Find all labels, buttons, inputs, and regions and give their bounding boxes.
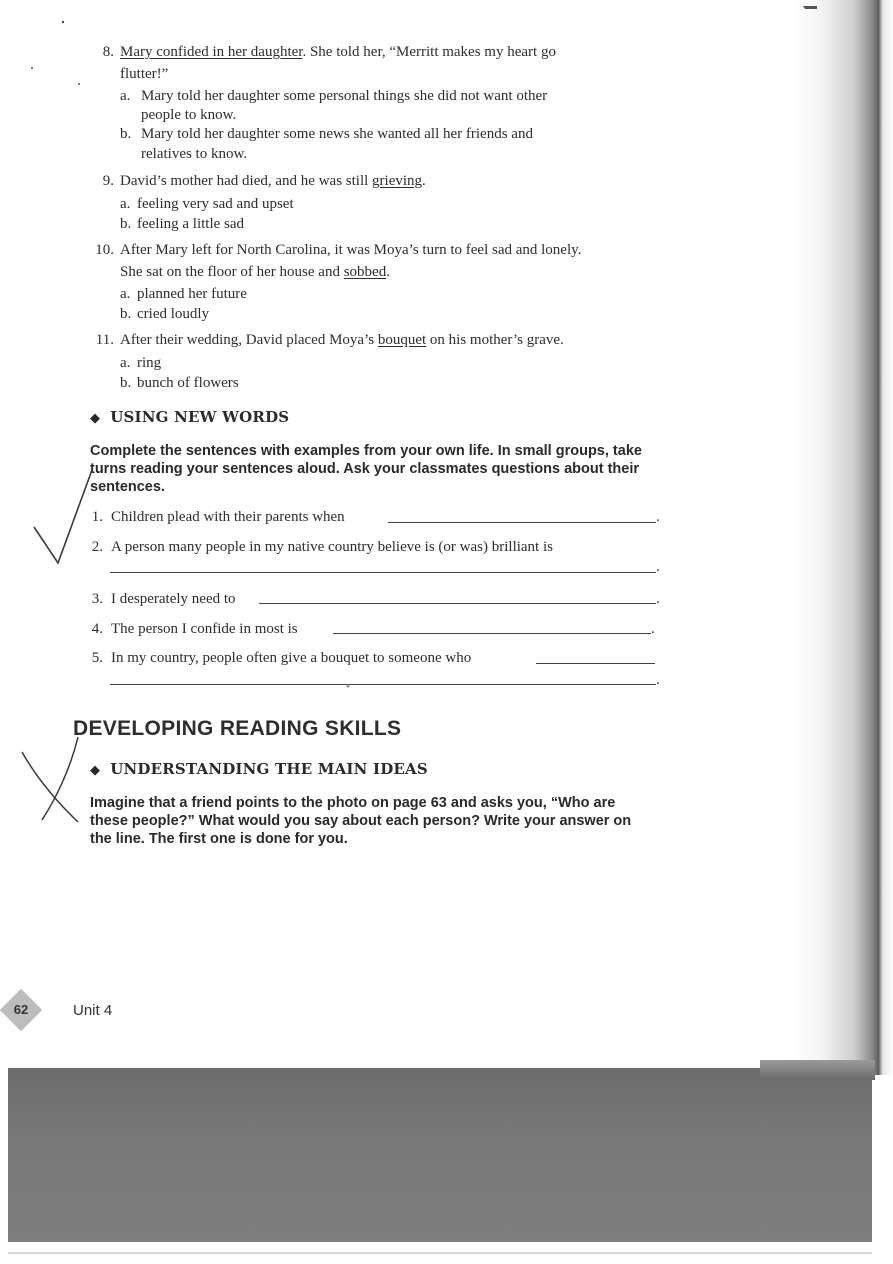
option-letter: a. bbox=[120, 355, 131, 371]
item-number: 4. bbox=[91, 621, 103, 637]
option-text: ring bbox=[137, 355, 162, 371]
sentence-prompt: I desperately need to bbox=[111, 591, 236, 607]
vocab-word: sobbed bbox=[343, 264, 387, 280]
option-text: planned her future bbox=[137, 286, 247, 302]
vocab-word: bouquet bbox=[377, 332, 427, 348]
item-text: David’s mother had died, and he was still grieving. bbox=[120, 173, 426, 189]
item-number: 1. bbox=[91, 509, 103, 525]
item-number: 9. bbox=[102, 173, 114, 189]
item-text: flutter!” bbox=[120, 66, 169, 82]
option-letter: b. bbox=[120, 306, 132, 322]
option-letter: a. bbox=[120, 286, 131, 302]
item-number: 5. bbox=[91, 650, 103, 666]
sentence-prompt: In my country, people often give a bouquet to someone who bbox=[111, 650, 472, 666]
speck-icon bbox=[78, 83, 80, 85]
option-text: people to know. bbox=[141, 107, 237, 123]
textbook-page: 8. Mary confided in her daughter. She told her, “Merritt makes my heart go flutter!” a. Mary told her daughter some personal things she did not want other people to know. b. Mary told her daughter some news she wanted all her friends and relatives to know. 9. David’s mother had died, and he was still grieving. a. feeling very sad and upset b. feeling a little sad 10. After Mary left for North Carolina, it was Moya’s turn to feel sad and lonely. She sat on the floor of her house and sobbed. a. planned her future b. cried loudly 11. After their wedding, David placed Moya’s bouquet on his mother’s grave. a. ring b. bunch of flowers ◆ USING NEW WORDS Complete the sentences with examples from your own life. In small groups, take turns reading your sentences aloud. Ask your classmates questions about their sentences. 1. Children plead with their parents when . 2. A person many people in my native country believe is (or was) brilliant is . 3. I desperately need to . 4. The person I confide in most is . 5. In my country, people often give a bouquet to someone who . DEVELOPING READING SKILLS ◆ UNDERSTANDING THE MAIN IDEAS Imagine that a friend points to the photo on page 63 and asks you, “Who are these people?” What would you say about each person? Write your answer on the line. The first one is done for you. 62 Unit 4 bbox=[0, 0, 893, 1264]
instructions: Imagine that a friend points to the photo on page 63 and asks you, “Who are these people?” What would you say about each person? Write your answer on the line. The first one is done for you. bbox=[90, 795, 632, 847]
checkmark-icon bbox=[34, 470, 92, 563]
option-letter: b. bbox=[120, 216, 132, 232]
option-letter: b. bbox=[120, 126, 132, 142]
sentence-prompt: A person many people in my native country believe is (or was) brilliant is bbox=[111, 539, 553, 555]
diamond-bullet-icon: ◆ bbox=[90, 411, 101, 426]
section-title: DEVELOPING READING SKILLS bbox=[73, 717, 402, 740]
option-letter: a. bbox=[120, 196, 131, 212]
option-text: Mary told her daughter some personal things she did not want other bbox=[141, 88, 548, 104]
section-heading: ◆ USING NEW WORDS bbox=[90, 408, 290, 426]
option-text: relatives to know. bbox=[141, 146, 248, 162]
speck-icon bbox=[346, 684, 349, 687]
speck-icon bbox=[31, 67, 33, 69]
cross-mark-icon bbox=[22, 752, 78, 822]
item-text: After their wedding, David placed Moya’s bouquet on his mother’s grave. bbox=[120, 332, 564, 348]
sentence-prompt: The person I confide in most is bbox=[111, 621, 298, 637]
option-letter: b. bbox=[120, 375, 132, 391]
option-text: bunch of flowers bbox=[137, 375, 239, 391]
option-letter: a. bbox=[120, 88, 131, 104]
instructions: Complete the sentences with examples from your own life. In small groups, take turns reading your sentences aloud. Ask your classmates questions about their sentences. bbox=[90, 443, 642, 495]
item-text: Mary confided in her daughter. She told her, “Merritt makes my heart go bbox=[120, 44, 556, 60]
cross-mark-icon bbox=[42, 737, 78, 820]
page-number: 62 bbox=[13, 1002, 29, 1017]
unit-label: Unit 4 bbox=[73, 1002, 113, 1019]
item-number: 10. bbox=[95, 242, 114, 258]
option-text: feeling very sad and upset bbox=[137, 196, 294, 212]
option-text: cried loudly bbox=[137, 306, 210, 322]
item-number: 2. bbox=[91, 539, 103, 555]
item-number: 8. bbox=[102, 44, 114, 60]
option-text: feeling a little sad bbox=[137, 216, 245, 232]
item-number: 3. bbox=[91, 591, 103, 607]
vocab-word: Mary confided in her daughter bbox=[120, 44, 303, 60]
item-text: After Mary left for North Carolina, it was Moya’s turn to feel sad and lonely. bbox=[120, 242, 582, 258]
item-text: She sat on the floor of her house and sobbed. bbox=[120, 264, 390, 280]
option-text: Mary told her daughter some news she wanted all her friends and bbox=[141, 126, 533, 142]
diamond-bullet-icon: ◆ bbox=[90, 763, 101, 778]
sentence-prompt: Children plead with their parents when bbox=[111, 509, 345, 525]
speck-icon bbox=[62, 21, 64, 23]
vocab-word: grieving bbox=[372, 173, 423, 189]
item-number: 11. bbox=[95, 332, 114, 348]
section-heading: ◆ UNDERSTANDING THE MAIN IDEAS bbox=[90, 760, 428, 778]
